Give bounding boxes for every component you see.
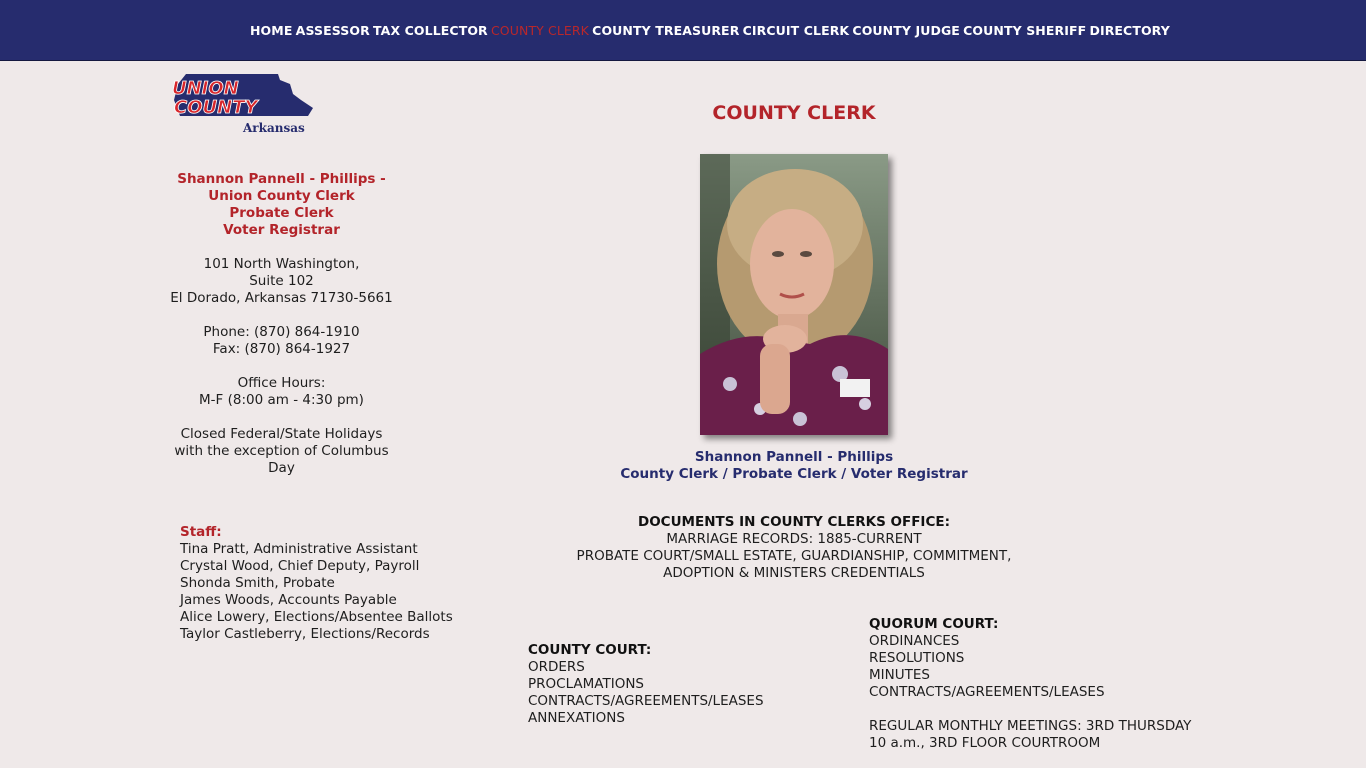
quorum-court-item: RESOLUTIONS: [869, 650, 965, 666]
staff-member: Shonda Smith, Probate: [180, 575, 335, 591]
official-role-1: Union County Clerk: [208, 188, 355, 204]
fax-number: Fax: (870) 864-1927: [212, 341, 351, 357]
nav-circuit-clerk[interactable]: CIRCUIT CLERK: [742, 22, 850, 38]
quorum-court-item: ORDINANCES: [869, 633, 960, 649]
meetings-location: 10 a.m., 3RD FLOOR COURTROOM: [869, 735, 1101, 751]
holiday-line-3: Day: [268, 460, 295, 476]
office-hours-value: M-F (8:00 am - 4:30 pm): [199, 392, 364, 408]
portrait-image: [700, 154, 888, 435]
staff-member: Tina Pratt, Administrative Assistant: [180, 541, 418, 557]
official-role-3: Voter Registrar: [223, 222, 340, 238]
phone-number[interactable]: Phone: (870) 864-1910: [203, 324, 360, 340]
holiday-note: [160, 426, 403, 477]
county-court-item: PROCLAMATIONS: [528, 676, 644, 692]
county-court-section: [528, 642, 764, 727]
quorum-court-item: CONTRACTS/AGREEMENTS/LEASES: [869, 684, 1105, 700]
office-hours-label: Office Hours:: [237, 375, 326, 391]
county-clerk-portrait: [700, 154, 888, 435]
official-role-2: Probate Clerk: [229, 205, 334, 221]
portrait-caption: [594, 449, 994, 483]
office-address: [160, 256, 403, 307]
staff-member: Taylor Castleberry, Elections/Records: [180, 626, 430, 642]
logo-state: Arkansas: [243, 121, 305, 135]
logo-word-union: UNION: [172, 78, 239, 99]
county-court-heading: COUNTY COURT:: [528, 642, 652, 658]
top-nav-bar: [0, 0, 1366, 61]
office-contact: [160, 324, 403, 358]
main-nav: [250, 0, 1170, 60]
union-county-logo[interactable]: [168, 70, 318, 140]
county-court-item: ANNEXATIONS: [528, 710, 625, 726]
logo-graphic: [168, 70, 318, 140]
nav-assessor[interactable]: ASSESSOR: [295, 22, 370, 38]
county-court-item: ORDERS: [528, 659, 585, 675]
staff-member: James Woods, Accounts Payable: [180, 592, 397, 608]
county-court-item: CONTRACTS/AGREEMENTS/LEASES: [528, 693, 764, 709]
official-name: Shannon Pannell - Phillips -: [177, 171, 386, 187]
nav-county-judge[interactable]: COUNTY JUDGE: [852, 22, 960, 38]
nav-home[interactable]: HOME: [250, 22, 293, 38]
address-line-2: Suite 102: [249, 273, 314, 289]
page-title: COUNTY CLERK: [712, 102, 876, 124]
staff-member: Alice Lowery, Elections/Absentee Ballots: [180, 609, 453, 625]
staff-list: [180, 524, 453, 643]
holiday-line-1: Closed Federal/State Holidays: [180, 426, 383, 442]
nav-county-treasurer[interactable]: COUNTY TREASURER: [592, 22, 740, 38]
address-line-1: 101 North Washington,: [203, 256, 360, 272]
documents-heading: DOCUMENTS IN COUNTY CLERKS OFFICE:: [638, 514, 950, 530]
nav-tax-collector[interactable]: TAX COLLECTOR: [373, 22, 488, 38]
staff-member: Crystal Wood, Chief Deputy, Payroll: [180, 558, 420, 574]
nav-county-sheriff[interactable]: COUNTY SHERIFF: [963, 22, 1087, 38]
documents-line: MARRIAGE RECORDS: 1885-CURRENT: [666, 531, 922, 547]
nav-directory[interactable]: DIRECTORY: [1089, 22, 1170, 38]
quorum-court-item: MINUTES: [869, 667, 930, 683]
quorum-court-section: [869, 616, 1191, 752]
documents-line: PROBATE COURT/SMALL ESTATE, GUARDIANSHIP, COMMITMENT,: [576, 548, 1012, 564]
caption-role: County Clerk / Probate Clerk / Voter Registrar: [620, 466, 968, 482]
documents-line: ADOPTION & MINISTERS CREDENTIALS: [663, 565, 925, 581]
meetings-schedule: REGULAR MONTHLY MEETINGS: 3RD THURSDAY: [869, 718, 1192, 734]
staff-heading: Staff:: [180, 524, 222, 540]
logo-word-county: COUNTY: [174, 97, 258, 118]
documents-section: [544, 514, 1044, 582]
holiday-line-2: with the exception of Columbus: [174, 443, 389, 459]
address-line-3: El Dorado, Arkansas 71730-5661: [170, 290, 393, 306]
caption-name: Shannon Pannell - Phillips: [694, 449, 894, 465]
quorum-court-heading: QUORUM COURT:: [869, 616, 999, 632]
official-title-block: [160, 171, 403, 239]
nav-county-clerk[interactable]: COUNTY CLERK: [490, 22, 589, 38]
office-hours: [160, 375, 403, 409]
